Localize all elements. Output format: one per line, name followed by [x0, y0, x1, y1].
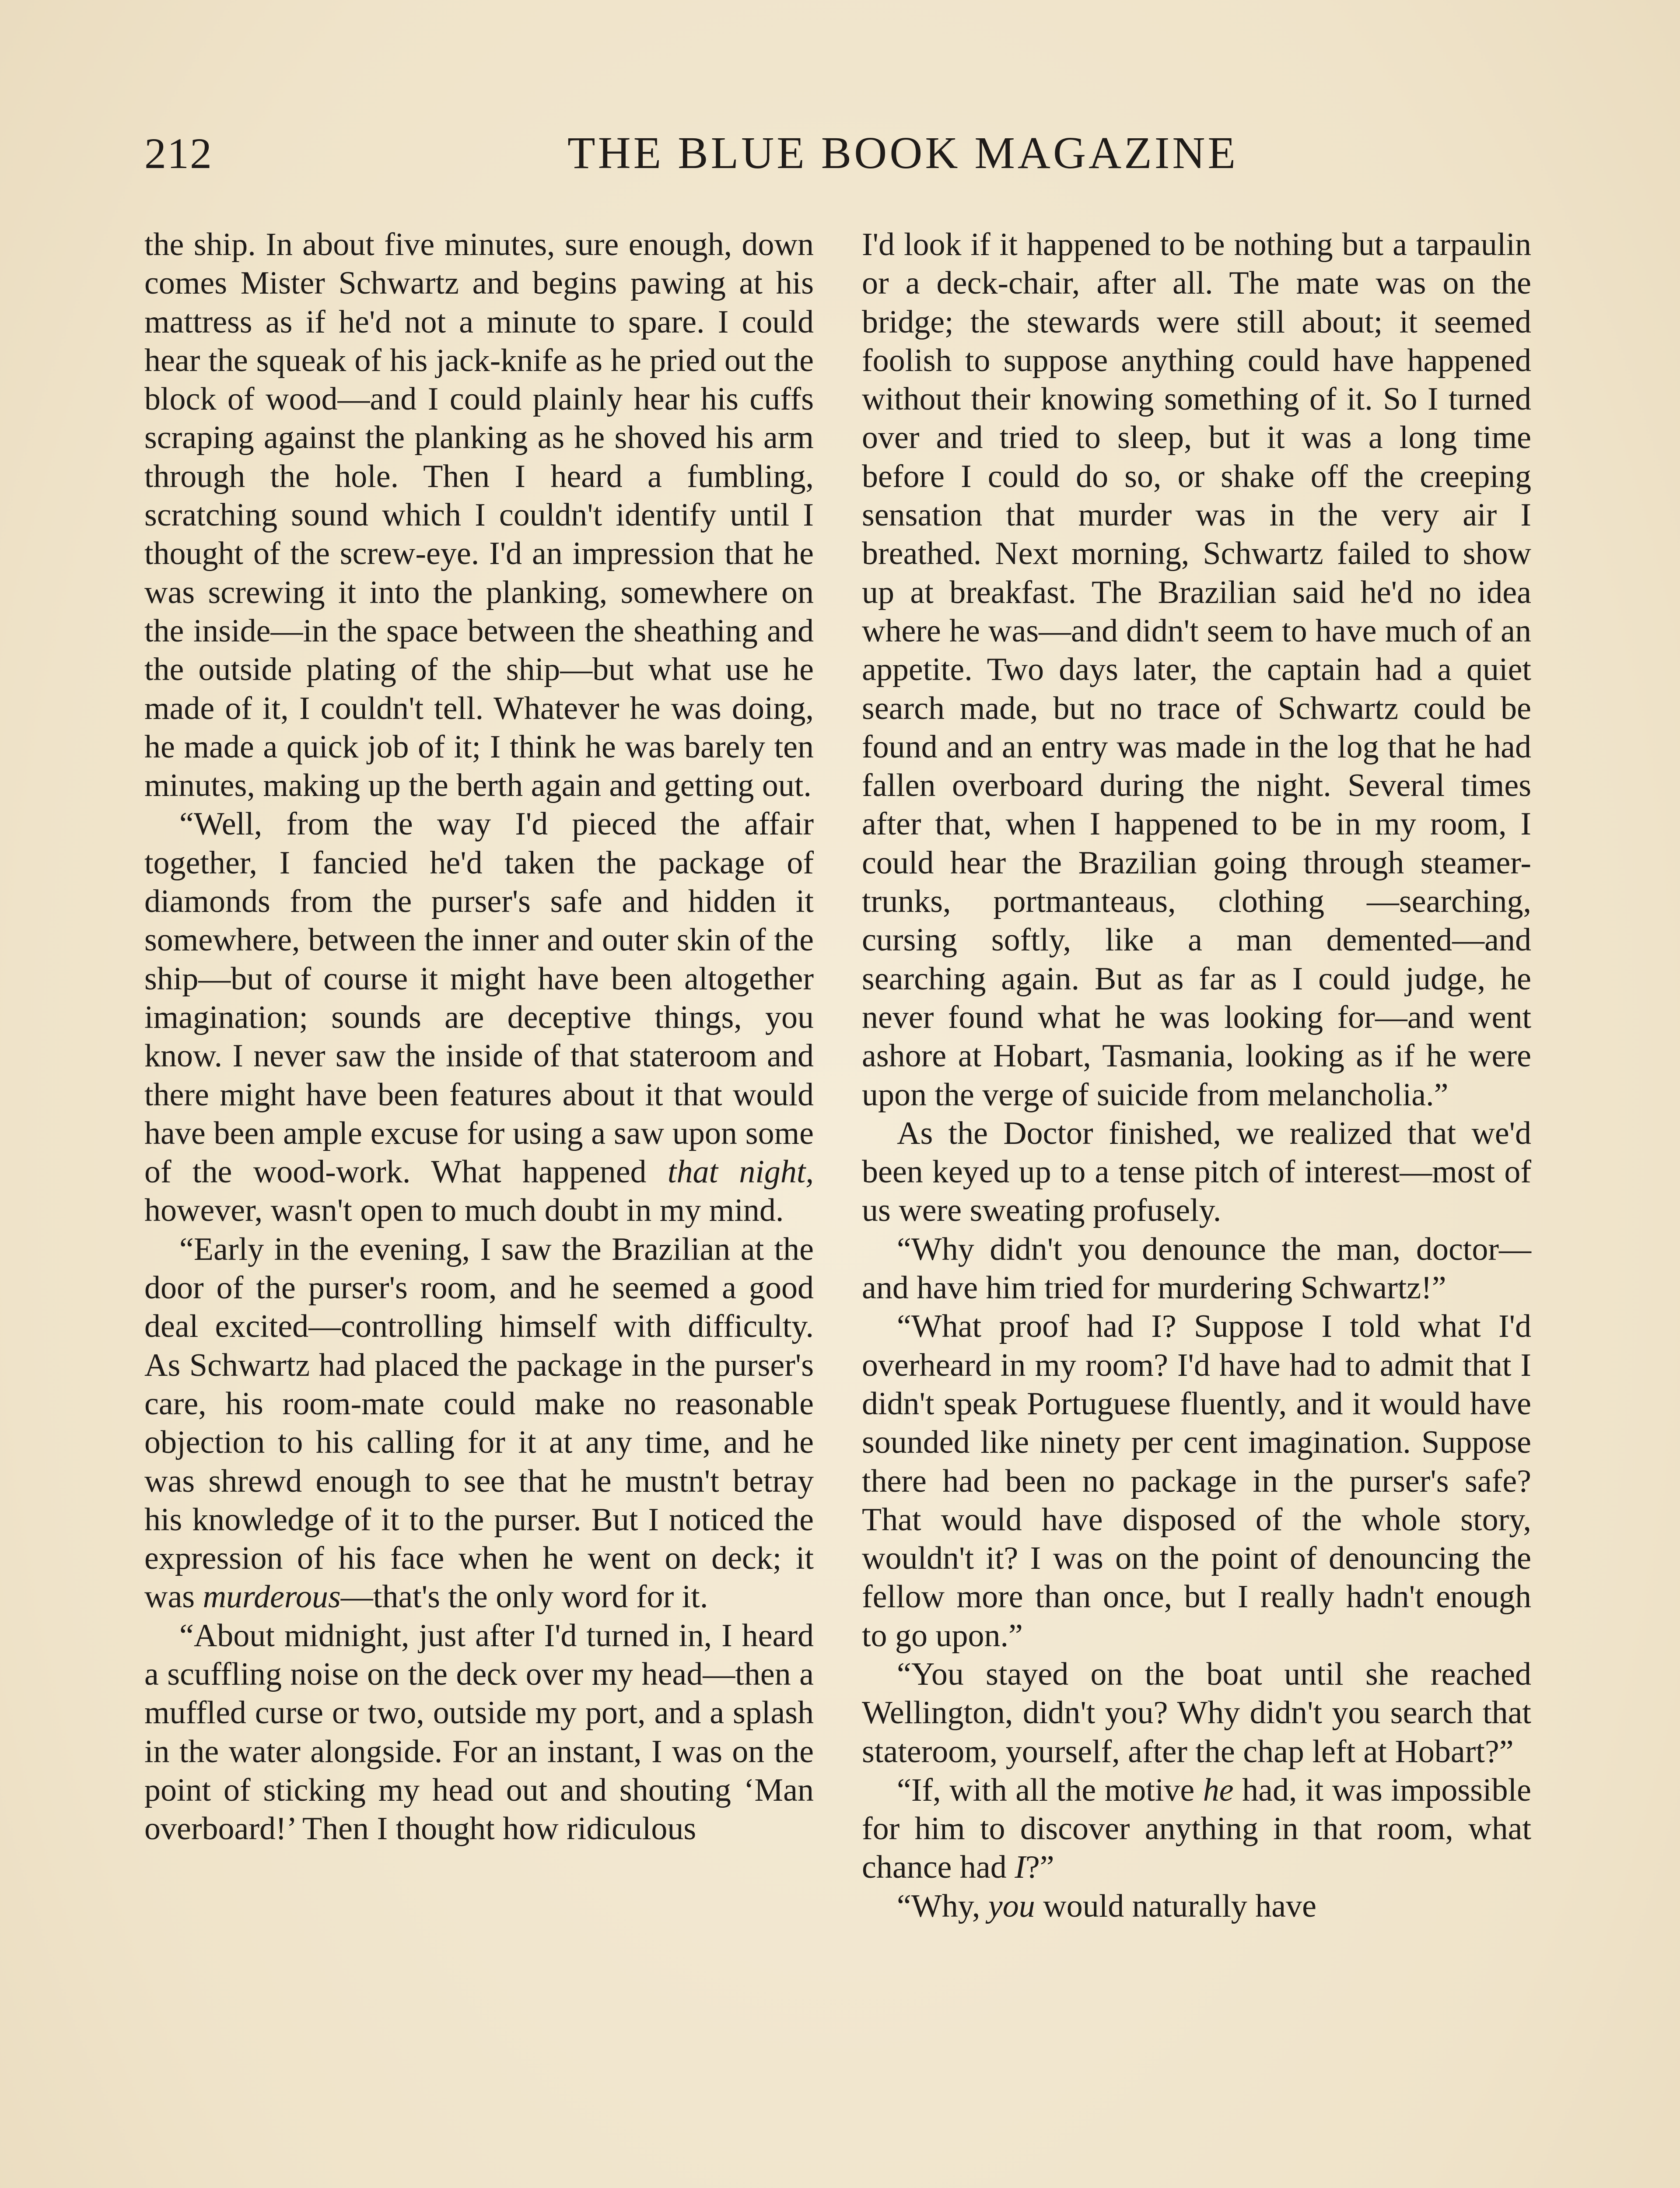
italic-text: I: [1015, 1849, 1026, 1886]
paragraph: [862, 1230, 1531, 1308]
text-run: “If, with all the motive: [897, 1772, 1203, 1808]
text-run: “What proof had I? Suppose I told what I'd overheard in my room? I'd have had to admit that I didn't speak Portuguese fluently, and it would have sounded like ninety per cent imagination. Suppose there had been no package in the purser's safe? That would have disposed of the whole story, wouldn't it? I was on the point of denouncing the fellow more than once, but I really hadn't enough to go upon.”: [862, 1308, 1531, 1654]
text-run: “Early in the evening, I saw the Brazilian at the door of the purser's room, and he seemed a good deal excited—controlling himself with difficulty. As Schwartz had placed the package in the purser's care, his room-mate could make no reasonable objection to his calling for it at any time, and he was shrewd enough to see that he mustn't betray his knowledge of it to the purser. But I noticed the expression of his face when he went on deck; it was: [144, 1231, 814, 1615]
text-run: “Why didn't you denounce the man, doctor—and have him tried for murdering Schwartz!”: [862, 1231, 1531, 1306]
text-columns: [144, 225, 1531, 1925]
paragraph: [144, 1616, 814, 1848]
paragraph: [144, 225, 814, 805]
running-title: THE BLUE BOOK MAGAZINE: [567, 128, 1238, 178]
italic-text: murderous: [203, 1579, 341, 1615]
italic-text: that night,: [667, 1154, 814, 1190]
italic-text: you: [988, 1888, 1035, 1924]
text-run: As the Doctor finished, we realized that we'd been keyed up to a tense pitch of interest—most of us were sweating profusely.: [862, 1115, 1531, 1229]
paragraph: [862, 1771, 1531, 1887]
paragraph: [862, 1307, 1531, 1655]
text-run: however, wasn't open to much doubt in my mind.: [144, 1192, 784, 1229]
text-run: ?”: [1025, 1849, 1054, 1886]
paragraph: [862, 1655, 1531, 1771]
paragraph: [862, 225, 1531, 1114]
text-run: the ship. In about five minutes, sure enough, down comes Mister Schwartz and begins pawing at his mattress as if he'd not a minute to spare. I could hear the squeak of his jack-knife as he pried out the block of wood—and I could plainly hear his cuffs scraping against the planking as he shoved his arm through the hole. Then I heard a fumbling, scratching sound which I couldn't identify until I thought of the screw-eye. I'd an impression that he was screwing it into the planking, somewhere on the inside—in the space between the sheathing and the outside plating of the ship—but what use he made of it, I couldn't tell. Whatever he was doing, he made a quick job of it; I think he was barely ten minutes, making up the berth again and getting out.: [144, 227, 814, 804]
left-column: [144, 225, 814, 1925]
text-run: would naturally have: [1035, 1888, 1316, 1924]
page-number: 212: [144, 129, 213, 178]
text-run: “About midnight, just after I'd turned in, I heard a scuffling noise on the deck over my head—then a muffled curse or two, outside my port, and a splash in the water alongside. For an instant, I was on the point of sticking my head out and shouting ‘Man overboard!’ Then I thought how ridiculous: [144, 1617, 814, 1847]
text-run: “Why,: [897, 1888, 988, 1924]
paragraph: [862, 1887, 1531, 1925]
text-run: “You stayed on the boat until she reached Wellington, didn't you? Why didn't you search that stateroom, yourself, after the chap left at Hobart?”: [862, 1656, 1531, 1770]
italic-text: he: [1203, 1772, 1234, 1808]
right-column: [862, 225, 1531, 1925]
paragraph: [144, 805, 814, 1230]
paragraph: [144, 1230, 814, 1616]
text-run: I'd look if it happened to be nothing but a tarpaulin or a deck-chair, after all. The mate was on the bridge; the stewards were still about; it seemed foolish to suppose anything could have happened without their knowing something of it. So I turned over and tried to sleep, but it was a long time before I could do so, or shake off the creeping sensation that murder was in the very air I breathed. Next morning, Schwartz failed to show up at breakfast. The Brazilian said he'd no idea where he was—and didn't seem to have much of an appetite. Two days later, the captain had a quiet search made, but no trace of Schwartz could be found and an entry was made in the log that he had fallen overboard during the night. Several times after that, when I happened to be in my room, I could hear the Brazilian going through steamer-trunks, portmanteaus, clothing —searching, cursing softly, like a man demented—and searching again. But as far as I could judge, he never found what he was looking for—and went ashore at Hobart, Tasmania, looking as if he were upon the verge of suicide from melancholia.”: [862, 227, 1531, 1113]
text-run: “Well, from the way I'd pieced the affair together, I fancied he'd taken the package of diamonds from the purser's safe and hidden it somewhere, between the inner and outer skin of the ship—but of course it might have been altogether imagination; sounds are deceptive things, you know. I never saw the inside of that stateroom and there might have been features about it that would have been ample excuse for using a saw upon some of the wood-work. What happened: [144, 806, 814, 1190]
paragraph: [862, 1114, 1531, 1230]
page-header: [144, 127, 1240, 184]
text-run: —that's the only word for it.: [340, 1579, 708, 1615]
text-run: had, it was impossible for him to discover anything in that room, what chance had: [862, 1772, 1531, 1886]
